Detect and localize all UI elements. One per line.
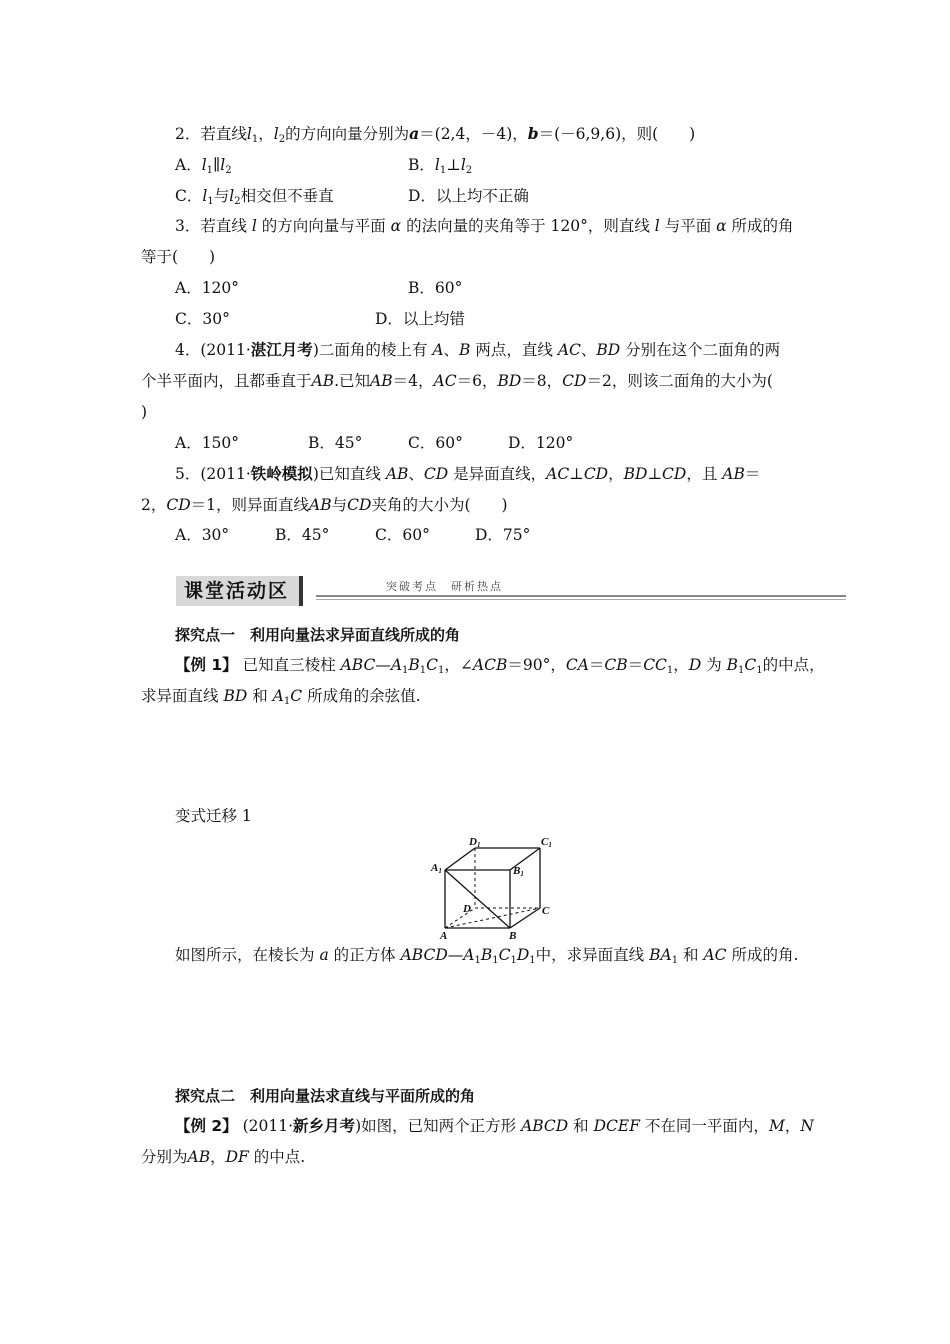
q4-stem-line1: 4．(2011·湛江月考)二面角的棱上有 A、B 两点，直线 AC、BD 分别在这个二面角的两: [175, 341, 781, 359]
q4-option-a: A．150°: [175, 434, 240, 452]
vertex-b1-label: B1: [513, 865, 524, 878]
vertex-d1-label: D1: [469, 836, 481, 849]
example1-line1: 【例 1】 已知直三棱柱 $ABC—A_1B_1C_1$，∠ACB＝90°，$CA=CB=CC_1$，D 为 $B_1C_1$的中点，: [175, 656, 825, 676]
q5-stem-line1: 5．(2011·铁岭模拟)已知直线 AB、CD 是异面直线，AC⊥CD，BD⊥CD，且 AB＝: [175, 465, 761, 483]
q3-option-a: A．120°: [175, 279, 240, 297]
q3-option-b: B．60°: [408, 279, 463, 297]
q2-stem: 2．若直线$l_1$，$l_2$的方向向量分别为a＝(2,4，－4)，b＝(－6,9,6)，则( ): [175, 124, 696, 145]
q2-option-a: A．$l_1\parallel l_2$: [175, 156, 232, 176]
banner-subtitle: 突破考点 研析热点: [386, 580, 503, 593]
banner-title: 课堂活动区: [176, 576, 303, 606]
q4-stem-line2: 个半平面内，且都垂直于AB.已知AB＝4，AC＝6，BD＝8，CD＝2，则该二面角的大小为(: [141, 372, 773, 390]
section2-heading: 探究点二 利用向量法求直线与平面所成的角: [175, 1087, 476, 1105]
q3-stem-line2: 等于( ): [141, 248, 216, 266]
vertex-c1-label: C1: [541, 836, 552, 849]
vertex-b-label: B: [509, 930, 517, 942]
q3-option-c: C．30°: [175, 310, 230, 328]
vertex-d-label: D: [463, 903, 471, 915]
q5-option-b: B．45°: [275, 526, 330, 544]
q4-stem-line3: ): [141, 403, 148, 421]
example2-line1: 【例 2】 (2011·新乡月考)如图，已知两个正方形 ABCD 和 DCEF 不在同一平面内，M，N: [175, 1117, 814, 1135]
q5-stem-line2: 2，CD＝1，则异面直线AB与CD夹角的大小为( ): [141, 496, 508, 514]
vertex-a-label: A: [440, 930, 448, 942]
banner-rule-thin: [316, 599, 846, 600]
example1-label: 【例 1】: [175, 656, 238, 674]
q3-stem-line1: 3．若直线 l 的方向向量与平面 α 的法向量的夹角等于 120°，则直线 l 与平面 α 所成的角: [175, 217, 794, 235]
example1-line2: 求异面直线 BD 和 $A_1C$ 所成角的余弦值.: [141, 687, 421, 707]
q4-option-b: B．45°: [308, 434, 363, 452]
section1-heading: 探究点一 利用向量法求异面直线所成的角: [175, 626, 461, 644]
variation1-text: 如图所示，在棱长为 a 的正方体 $ABCD—A_1B_1C_1D_1$中，求异面直线 $BA_1$ 和 AC 所成的角.: [175, 946, 799, 966]
variation1-heading: 变式迁移 1: [175, 807, 252, 825]
example2-line2: 分别为AB，DF 的中点.: [141, 1148, 306, 1166]
vertex-a1-label: A1: [431, 862, 442, 875]
q2-option-b: B．$l_1\perp l_2$: [408, 156, 473, 176]
q2-option-d: D．以上均不正确: [408, 187, 529, 205]
q4-option-c: C．60°: [408, 434, 463, 452]
q4-option-d: D．120°: [508, 434, 574, 452]
q5-option-c: C．60°: [375, 526, 430, 544]
q5-option-d: D．75°: [475, 526, 531, 544]
q3-option-d: D．以上均错: [375, 310, 465, 328]
cube-diagram: [425, 832, 555, 944]
q2-option-c: C．$l_1$与$l_2$相交但不垂直: [175, 187, 334, 207]
q5-option-a: A．30°: [175, 526, 230, 544]
banner-rule: [316, 595, 846, 597]
vertex-c-label: C: [542, 905, 550, 917]
section-banner: [176, 574, 846, 608]
example2-label: 【例 2】: [175, 1117, 238, 1135]
